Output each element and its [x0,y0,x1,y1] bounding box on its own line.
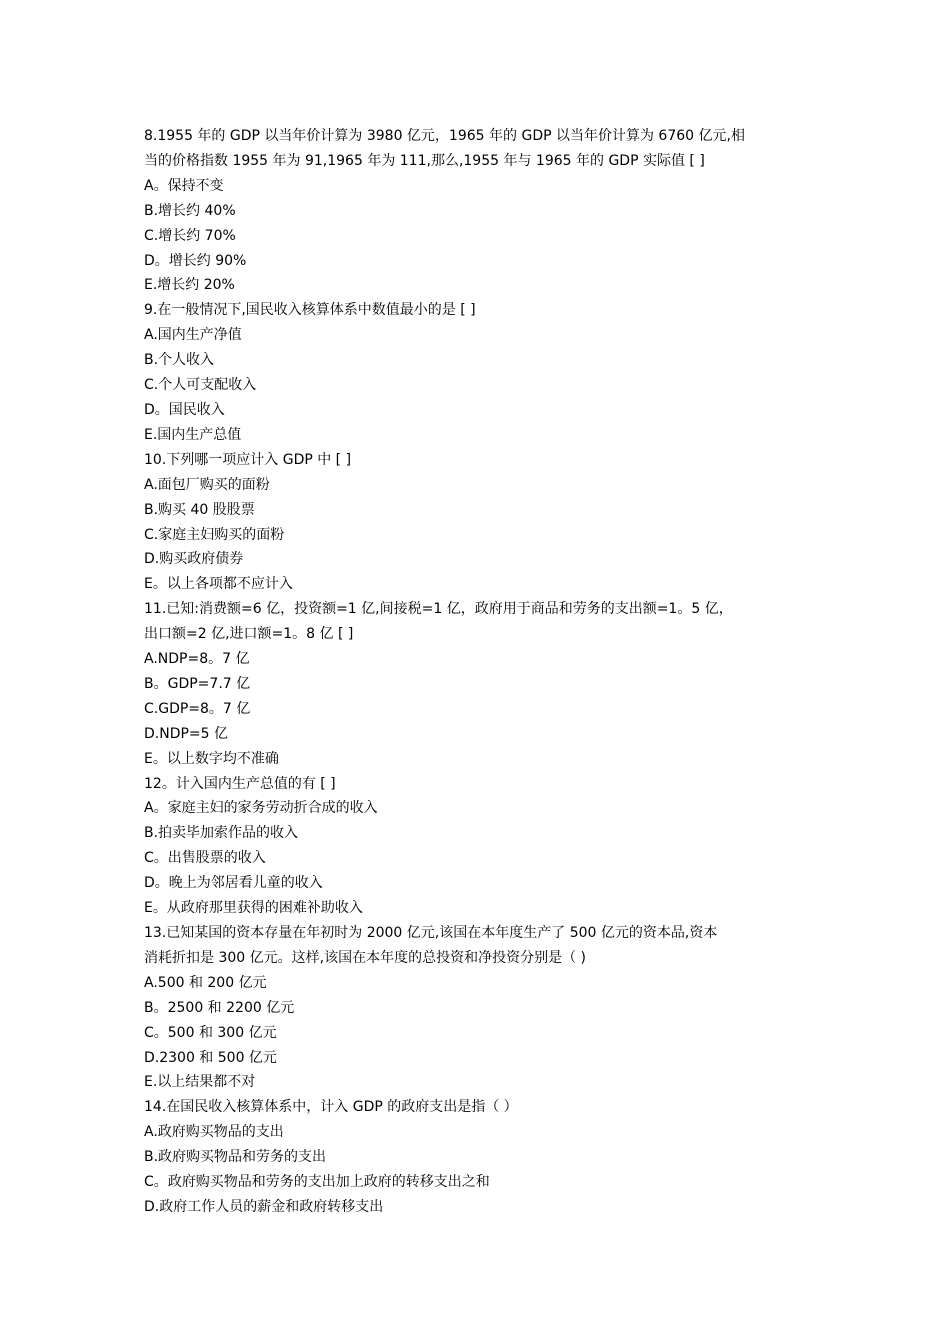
option-line: C。政府购买物品和劳务的支出加上政府的转移支出之和 [144,1174,490,1191]
option-line: B。2500 和 2200 亿元 [144,999,295,1016]
option-line: E。从政府那里获得的困难补助收入 [144,900,363,917]
question-line: 12。计入国内生产总值的有 [ ] [144,775,336,792]
option-line: C.家庭主妇购买的面粉 [144,526,285,543]
option-line: D.政府工作人员的薪金和政府转移支出 [144,1198,384,1215]
question-line: 13.已知某国的资本存量在年初时为 2000 亿元,该国在本年度生产了 500 亿元的资本品,资本 [144,925,718,941]
question-line: 10.下列哪一项应计入 GDP 中 [ ] [144,451,352,468]
question-text [144,124,810,1220]
option-line: D。增长约 90% [144,252,247,269]
option-line: C.GDP=8。7 亿 [144,700,251,717]
option-line: C。500 和 300 亿元 [144,1024,277,1041]
option-line: A。家庭主妇的家务劳动折合成的收入 [144,800,378,817]
option-line: A.政府购买物品的支出 [144,1124,284,1141]
option-line: B.购买 40 股股票 [144,501,255,518]
question-line: 消耗折扣是 300 亿元。这样,该国在本年度的总投资和净投资分别是（ ) [144,949,586,966]
question-line: 9.在一般情况下,国民收入核算体系中数值最小的是 [ ] [144,302,476,319]
option-line: B。GDP=7.7 亿 [144,675,251,692]
option-line: A.NDP=8。7 亿 [144,651,250,668]
option-line: A.面包厂购买的面粉 [144,476,270,493]
option-line: B.拍卖毕加索作品的收入 [144,825,299,842]
option-line: C.个人可支配收入 [144,377,257,394]
question-line: 出口额=2 亿,进口额=1。8 亿 [ ] [144,626,354,643]
option-line: D。晚上为邻居看儿童的收入 [144,875,323,892]
option-line: E.以上结果都不对 [144,1074,256,1091]
option-line: A.500 和 200 亿元 [144,974,267,991]
question-line: 14.在国民收入核算体系中，计入 GDP 的政府支出是指（ ） [144,1099,518,1116]
question-line: 11.已知:消费额=6 亿，投资额=1 亿,间接税=1 亿，政府用于商品和劳务的支出额=1。5 亿， [144,601,733,618]
option-line: B.增长约 40% [144,202,236,219]
option-line: A。保持不变 [144,177,224,194]
option-line: E。以上各项都不应计入 [144,576,293,593]
option-line: C。出售股票的收入 [144,850,266,867]
option-line: C.增长约 70% [144,227,236,244]
option-line: B.政府购买物品和劳务的支出 [144,1149,327,1166]
option-line: D。国民收入 [144,401,225,418]
option-line: D.购买政府债券 [144,551,244,568]
option-line: B.个人收入 [144,352,215,369]
text-line: 8.1955 年的 GDP 以当年价计算为 3980 亿元，1965 年的 GDP 以当年价计算为 6760 亿元,相 [144,128,745,144]
option-line: A.国内生产净值 [144,327,242,344]
text-line: 当的价格指数 1955 年为 91,1965 年为 111,那么,1955 年与 1965 年的 GDP 实际值 [ ] [144,152,705,169]
option-line: E。以上数字均不准确 [144,750,279,767]
option-line: D.NDP=5 亿 [144,725,229,742]
option-line: D.2300 和 500 亿元 [144,1049,277,1066]
option-line: E.增长约 20% [144,277,235,294]
option-line: E.国内生产总值 [144,426,242,443]
